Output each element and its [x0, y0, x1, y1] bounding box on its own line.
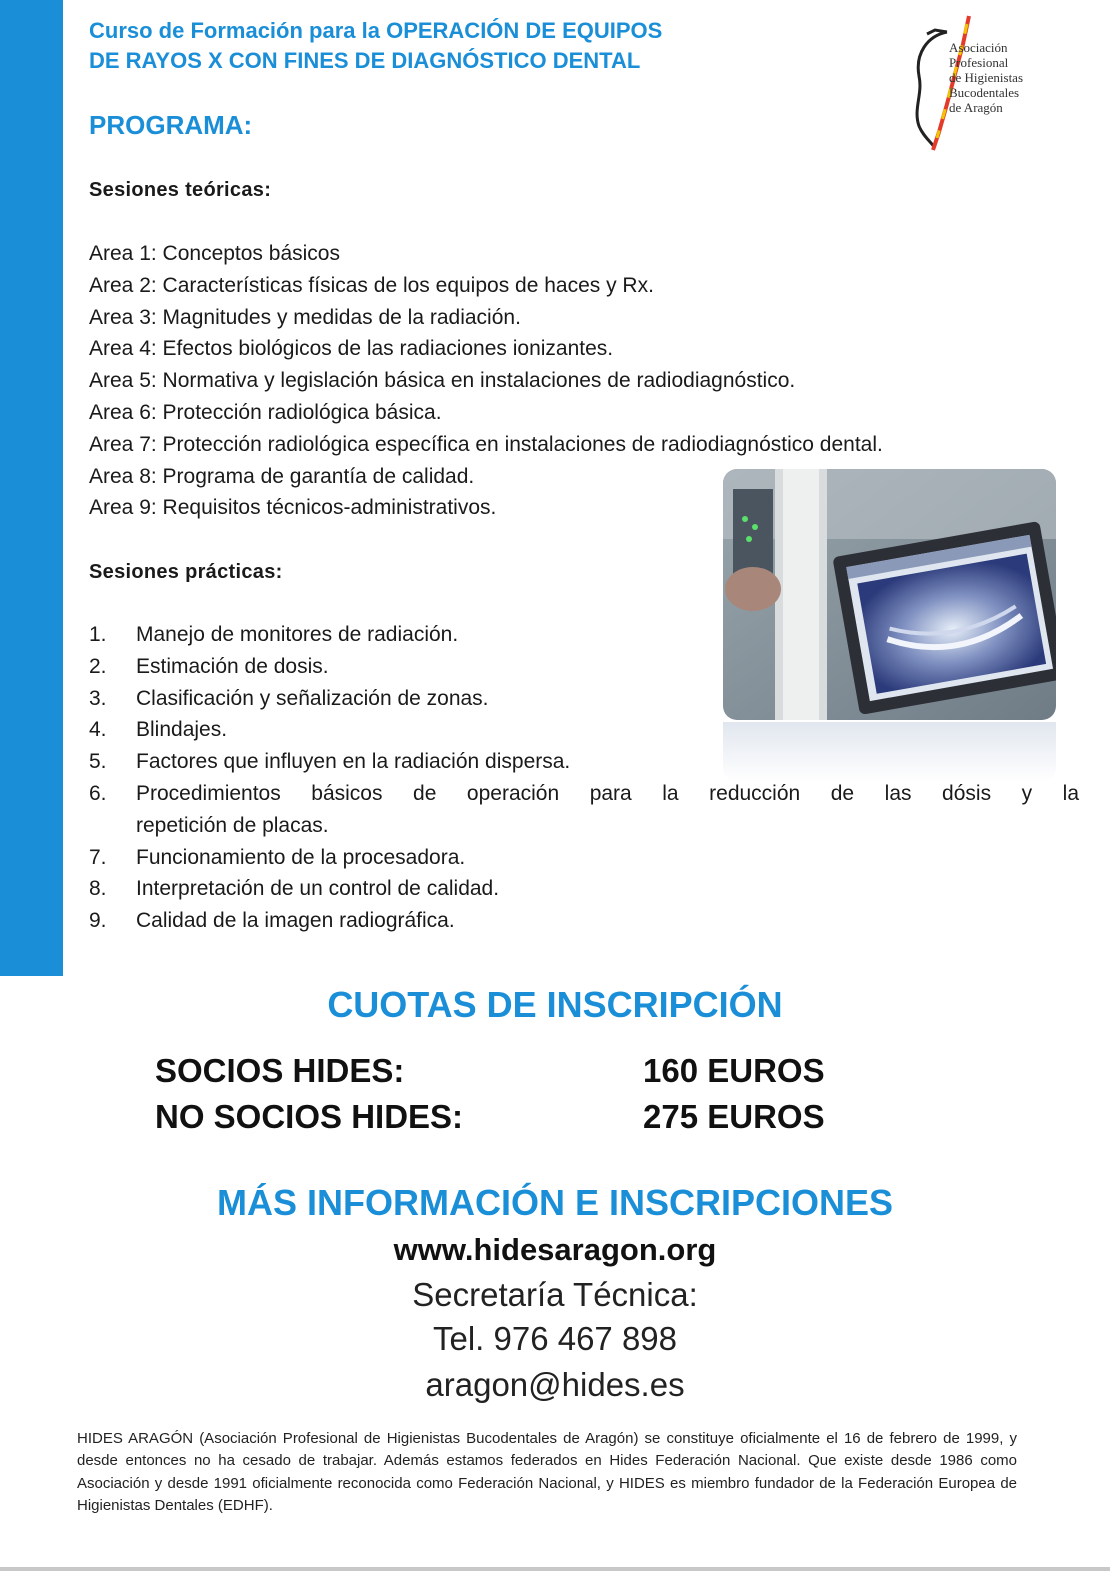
- item-number: 6.: [89, 781, 107, 805]
- list-item: [89, 714, 1079, 746]
- cuotas-title: CUOTAS DE INSCRIPCIÓN: [327, 984, 783, 1025]
- course-title-line-1: Curso de Formación para la OPERACIÓN DE EQUIPOS: [89, 18, 663, 43]
- side-accent-bar: [0, 0, 63, 976]
- course-title: [89, 16, 809, 76]
- item-text: Blindajes.: [136, 718, 228, 742]
- logo-line: Bucodentales: [949, 85, 1020, 100]
- list-item: [89, 873, 1079, 905]
- list-item: Area 7: Protección radiológica específica en instalaciones de radiodiagnóstico dental.: [89, 432, 883, 456]
- logo-text: [949, 40, 1023, 115]
- item-number: 3.: [89, 686, 107, 710]
- fee-label: NO SOCIOS HIDES:: [155, 1098, 464, 1135]
- item-text: Calidad de la imagen radiográfica.: [136, 909, 455, 933]
- fees-table: [155, 1048, 875, 1140]
- item-text: [136, 778, 1079, 842]
- item-text-line-1: Procedimientos básicos de operación para la reducción de las dósis y la: [136, 781, 1079, 805]
- practicas-heading: Sesiones prácticas:: [89, 561, 283, 583]
- item-number: 1.: [89, 623, 107, 646]
- list-item: [89, 842, 1079, 874]
- item-number: 2.: [89, 654, 107, 678]
- website-link[interactable]: www.hidesaragon.org: [393, 1232, 717, 1267]
- programa-heading: PROGRAMA:: [89, 110, 253, 140]
- fee-label: SOCIOS HIDES:: [155, 1052, 405, 1089]
- list-item: [89, 905, 1079, 937]
- course-title-line-2: DE RAYOS X CON FINES DE DIAGNÓSTICO DENTAL: [89, 48, 641, 73]
- logo-line: de Higienistas: [949, 70, 1024, 85]
- item-text: Interpretación de un control de calidad.: [136, 877, 500, 901]
- list-item: [89, 746, 1079, 778]
- list-item: [89, 778, 1079, 842]
- teoricas-heading: Sesiones teóricas:: [89, 179, 272, 201]
- item-number: 5.: [89, 750, 107, 774]
- item-number: 8.: [89, 877, 107, 901]
- logo-line: Asociación: [949, 40, 1008, 55]
- list-item: Area 6: Protección radiológica básica.: [89, 400, 442, 424]
- list-item: [89, 683, 1079, 715]
- list-item: [89, 619, 1079, 651]
- logo-line: Profesional: [949, 55, 1009, 70]
- list-item: Area 3: Magnitudes y medidas de la radiación.: [89, 305, 521, 329]
- list-item: Area 1: Conceptos básicos: [89, 242, 340, 265]
- item-number: 9.: [89, 909, 107, 933]
- practicas-list: [89, 619, 1079, 937]
- item-text: Factores que influyen en la radiación dispersa.: [136, 750, 571, 774]
- item-text: Clasificación y señalización de zonas.: [136, 686, 489, 710]
- footer-paragraph: HIDES ARAGÓN (Asociación Profesional de Higienistas Bucodentales de Aragón) se constituye oficialmente el 16 de febrero de 1999, y desde entonces no ha cesado de trabajar. Además estamos federados en Hides Federación Nacional. Que existe desde 1986 como Asociación y desde 1991 oficialmente reconocida como Federación Nacional, y HIDES es miembro fundador de la Federación Europea de Higienistas Dentales (EDHF).: [77, 1430, 1017, 1515]
- secretaria-label: Secretaría Técnica:: [412, 1276, 698, 1313]
- list-item: Area 9: Requisitos técnicos-administrativos.: [89, 496, 497, 520]
- bottom-border: [0, 1567, 1110, 1571]
- email-link[interactable]: aragon@hides.es: [425, 1366, 685, 1403]
- list-item: Area 4: Efectos biológicos de las radiaciones ionizantes.: [89, 337, 614, 361]
- fee-row: [155, 1094, 875, 1140]
- list-item: [89, 651, 1079, 683]
- list-item: Area 8: Programa de garantía de calidad.: [89, 464, 475, 488]
- list-item: Area 2: Características físicas de los equipos de haces y Rx.: [89, 273, 654, 297]
- list-item: Area 5: Normativa y legislación básica en instalaciones de radiodiagnóstico.: [89, 369, 796, 393]
- item-text: Funcionamiento de la procesadora.: [136, 845, 466, 869]
- item-text: Manejo de monitores de radiación.: [136, 623, 459, 646]
- phone-number: Tel. 976 467 898: [432, 1320, 678, 1357]
- fee-row: [155, 1048, 875, 1094]
- fee-value: 275 EUROS: [643, 1098, 825, 1135]
- association-logo: [905, 14, 1080, 154]
- item-number: 7.: [89, 845, 107, 869]
- item-text-line-2: repetición de placas.: [136, 813, 329, 837]
- info-title: MÁS INFORMACIÓN E INSCRIPCIONES: [216, 1182, 894, 1223]
- item-number: 4.: [89, 718, 107, 742]
- fee-value: 160 EUROS: [643, 1052, 825, 1089]
- item-text: Estimación de dosis.: [136, 654, 329, 678]
- logo-line: de Aragón: [949, 100, 1003, 115]
